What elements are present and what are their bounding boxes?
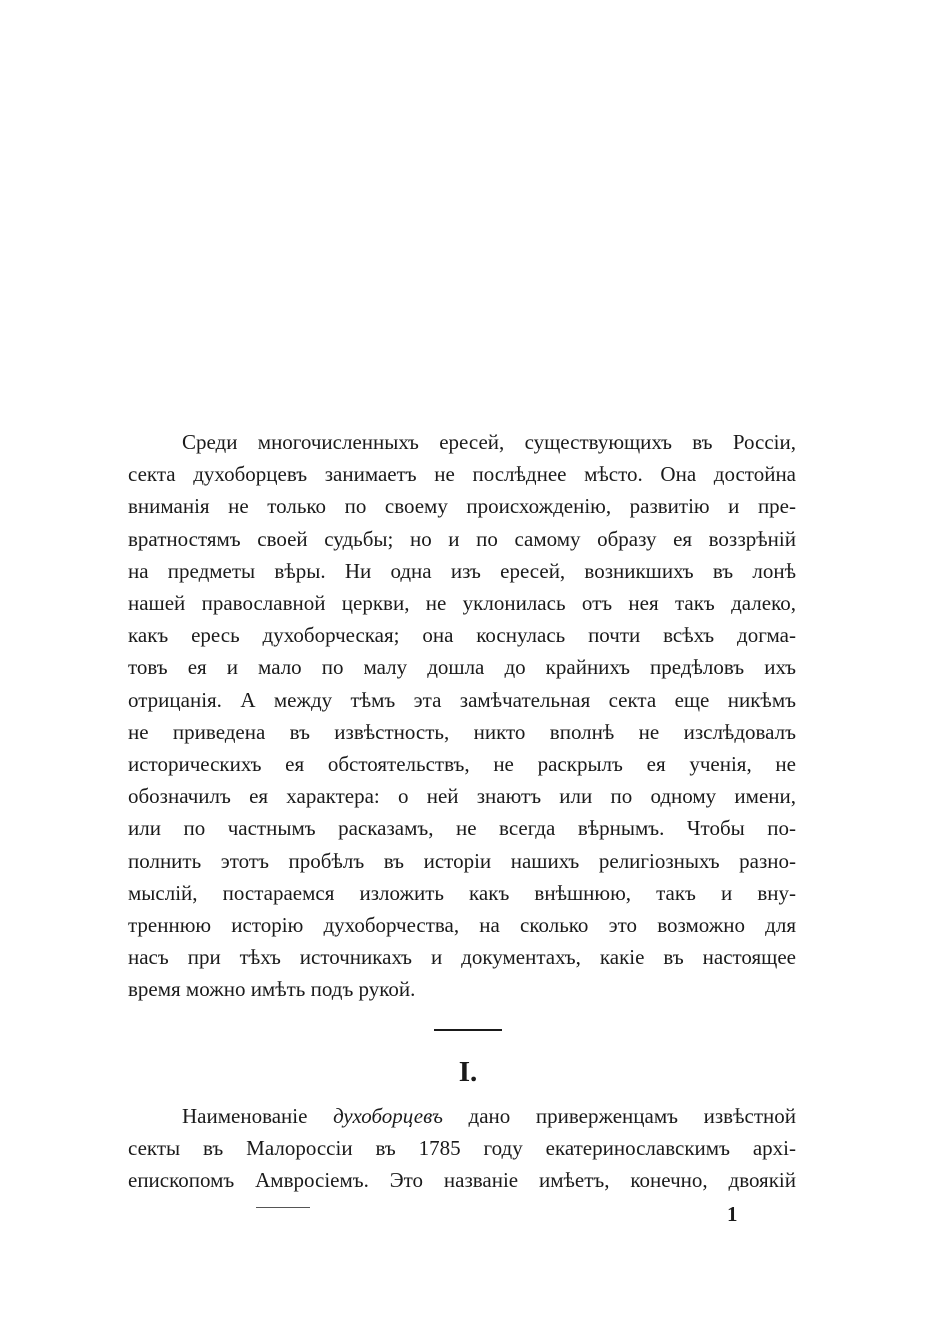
intro-paragraph bbox=[128, 426, 796, 1006]
italic-term: духоборцевъ bbox=[333, 1104, 443, 1128]
signature-mark bbox=[256, 1207, 310, 1208]
section-divider bbox=[434, 1029, 502, 1031]
chapter-paragraph bbox=[128, 1100, 796, 1197]
text-line: на предметы вѣры. Ни одна изъ ересей, возникшихъ въ лонѣ bbox=[128, 558, 796, 583]
text-line: насъ при тѣхъ источникахъ и документахъ, какіе въ настоящее bbox=[128, 945, 796, 970]
text-line: епископомъ Амвросіемъ. Это названіе имѣетъ, конечно, двоякій bbox=[128, 1168, 796, 1193]
chapter-heading: I. bbox=[458, 1056, 478, 1088]
text-line: полнить этотъ пробѣлъ въ исторіи нашихъ религіозныхъ разно- bbox=[128, 848, 796, 873]
text-line: вниманія не только по своему происхожденію, развитію и пре- bbox=[128, 494, 796, 519]
page-number: 1 bbox=[727, 1202, 738, 1226]
text-line: отрицанія. А между тѣмъ эта замѣчательная секта еще никѣмъ bbox=[128, 687, 796, 712]
text-line bbox=[128, 1100, 796, 1132]
text-line: историческихъ ея обстоятельствъ, не раскрылъ ея ученія, не bbox=[128, 752, 796, 777]
text-line: не приведена въ извѣстность, никто вполнѣ не изслѣдовалъ bbox=[128, 719, 796, 744]
text-line: треннюю исторію духоборчества, на сколько это возможно для bbox=[128, 913, 796, 938]
text-line: товъ ея и мало по малу дошла до крайнихъ предѣловъ ихъ bbox=[128, 655, 796, 680]
text-line: время можно имѣть подъ рукой. bbox=[128, 977, 416, 1002]
text-run: дано приверженцамъ извѣстной bbox=[442, 1104, 796, 1128]
text-line: какъ ересь духоборческая; она коснулась почти всѣхъ догма- bbox=[128, 623, 796, 648]
text-run: Наименованіе bbox=[182, 1104, 334, 1128]
text-line: Среди многочисленныхъ ересей, существующихъ въ Россіи, bbox=[182, 430, 796, 454]
text-line: или по частнымъ расказамъ, не всегда вѣрнымъ. Чтобы по- bbox=[128, 816, 796, 841]
text-line: секта духоборцевъ занимаетъ не послѣднее мѣсто. Она достойна bbox=[128, 462, 796, 487]
text-line: вратностямъ своей судьбы; но и по самому образу ея воззрѣній bbox=[128, 526, 796, 551]
text-line: мыслій, постараемся изложить какъ внѣшнюю, такъ и вну- bbox=[128, 880, 796, 905]
text-line: обозначилъ ея характера: о ней знаютъ или по одному имени, bbox=[128, 784, 796, 809]
text-line: нашей православной церкви, не уклонилась отъ нея такъ далеко, bbox=[128, 591, 796, 616]
text-line: секты въ Малороссіи въ 1785 году екатеринославскимъ архі- bbox=[128, 1136, 796, 1161]
